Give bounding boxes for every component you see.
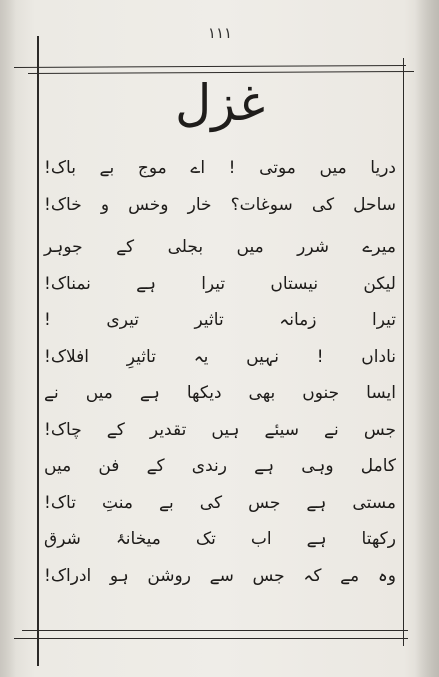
verse-line: وہ مے کہ جس سے روشن ہو ادراک!	[44, 565, 396, 586]
verse-line: لیکن نیستاں تیرا ہے نمناک!	[44, 273, 396, 294]
poem-title: غزل	[174, 74, 266, 132]
frame-left-line	[37, 36, 39, 666]
verse-line: رکھتا ہے اب تک میخانۂ شرق	[44, 529, 396, 549]
verse-line: مستی ہے جس کی بے منتِ تاک!	[44, 492, 396, 513]
verse-line: جس نے سیئے ہیں تقدیر کے چاک!	[44, 419, 396, 440]
page-number: ۱۱۱	[207, 24, 233, 42]
verse-line: تیرا زمانہ تاثیر تیری !	[44, 310, 396, 330]
frame-top-line	[14, 65, 406, 68]
page-edge-shadow	[415, 0, 439, 677]
frame-bottom-line	[22, 630, 408, 631]
verse-line: دریا میں موتی ! اے موج بے باک!	[44, 158, 396, 178]
verse-list	[44, 150, 396, 594]
frame-bottom-line-inner	[14, 638, 408, 639]
page-gutter-shadow	[0, 0, 16, 677]
verse-line: ساحل کی سوغات؟ خار وخس و خاک!	[44, 194, 396, 215]
verse-line: کامل وہی ہے رندی کے فن میں	[44, 456, 396, 476]
frame-right-line	[403, 58, 404, 646]
verse-line: میرے شرر میں بجلی کے جوہر	[44, 237, 396, 257]
verse-line: ایسا جنوں بھی دیکھا ہے میں نے	[44, 383, 396, 403]
verse-line: ناداں ! نہیں یہ تاثیرِ افلاک!	[44, 346, 396, 367]
